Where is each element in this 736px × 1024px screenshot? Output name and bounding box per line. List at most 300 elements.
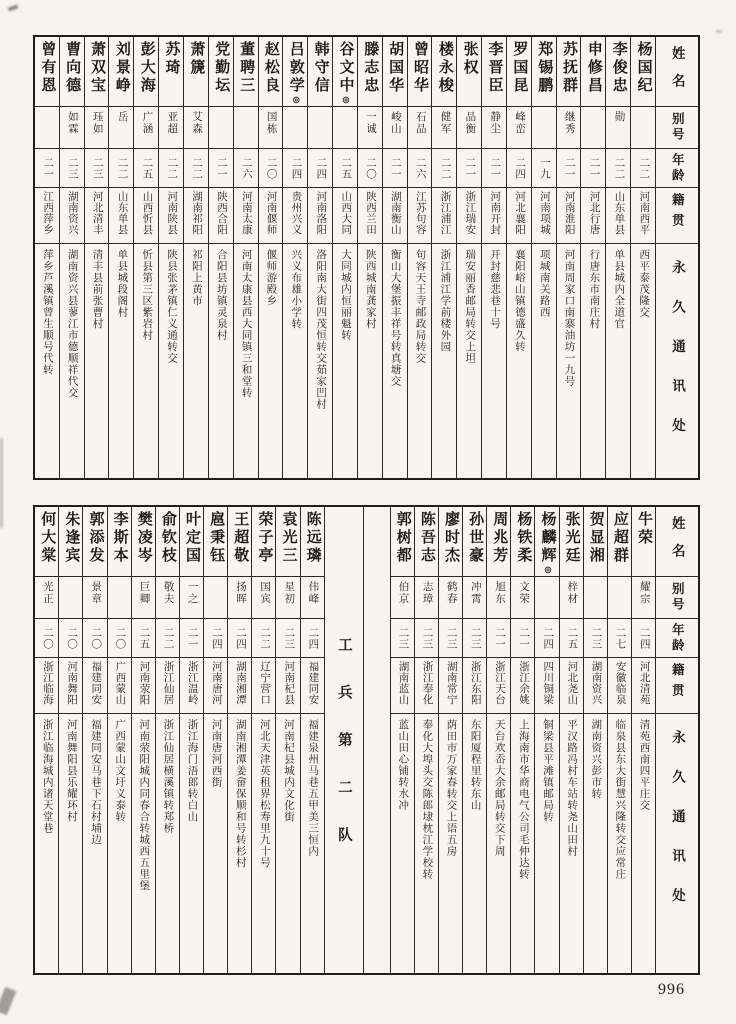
entry-origin — [631, 188, 655, 244]
entry-age — [204, 619, 227, 658]
entry-age — [283, 149, 307, 188]
entry-alias — [632, 577, 655, 619]
entry-age-text: 二三 — [469, 626, 481, 650]
header-age — [656, 619, 698, 658]
entry-name-text: 杨铁柔 — [515, 511, 532, 565]
entry-address — [631, 244, 655, 478]
header-origin-label: 籍贯 — [670, 193, 685, 234]
entry-origin-text: 河南项城 — [538, 191, 550, 235]
entry-age — [560, 619, 583, 658]
entry-age-text: 二五 — [141, 156, 153, 180]
entry-age-text: 二二 — [116, 156, 128, 180]
entry-origin — [439, 658, 462, 714]
entry-name-text: 彭大海 — [138, 41, 155, 95]
entry-origin-text: 河南陕县 — [166, 191, 178, 235]
entry-address — [535, 714, 558, 973]
entry-age-text: 二一 — [588, 156, 600, 180]
entry-age — [358, 149, 382, 188]
entry-address — [252, 714, 275, 973]
entry-origin-text: 河南荥阳 — [138, 661, 150, 705]
entry-age-text: 二〇 — [66, 626, 78, 650]
entry-age-text: 二四 — [315, 156, 327, 180]
entry-origin — [606, 188, 630, 244]
entry-alias-text: 冲霄 — [469, 581, 481, 605]
bottom-table — [33, 505, 700, 975]
entry-alias — [184, 107, 208, 149]
entry-name — [59, 507, 82, 577]
entry-alias-text: 峻山 — [389, 111, 401, 135]
entry-origin-text: 湖南祁阳 — [191, 191, 203, 235]
entry-origin-text: 湖南衡山 — [389, 191, 401, 235]
entry-name — [482, 37, 506, 107]
entry-alias — [209, 107, 233, 149]
header-name-label: 姓名 — [669, 46, 685, 101]
entry-address-text: 上海南市华商电气公司毛仲达转 — [517, 719, 529, 880]
blank-column — [363, 507, 390, 973]
entry-age-text: 二四 — [542, 626, 554, 650]
blank-column-cell — [364, 507, 390, 973]
entry-name-text: 李斯本 — [111, 511, 128, 565]
entry-address-text: 临泉县东大街慧兴隆转交应常庄 — [614, 719, 626, 880]
entry-address-text: 河南荥阳城内同春合转城西五里堡 — [138, 719, 150, 892]
entry-column — [506, 37, 531, 478]
entry-name-text: 吕敦学◎ — [287, 41, 304, 104]
entry-alias — [358, 107, 382, 149]
entry-address — [408, 244, 432, 478]
entry-alias-text: 耀宗 — [638, 581, 650, 605]
entry-origin-text: 广西蒙山 — [114, 661, 126, 705]
entry-name — [204, 507, 227, 577]
entry-name — [301, 507, 324, 577]
annotation-mark: ◎ — [543, 565, 553, 574]
entry-name — [535, 507, 558, 577]
entry-origin-text: 河北清苑 — [638, 661, 650, 705]
entry-column — [300, 507, 324, 973]
entry-alias-text: 扬晖 — [234, 581, 246, 605]
entry-origin — [482, 188, 506, 244]
header-column — [655, 507, 698, 973]
entry-column — [203, 507, 227, 973]
entry-address-text: 句容天王寺邮政局转交 — [414, 249, 426, 364]
entry-name-text: 赵松良 — [262, 41, 279, 95]
entry-age-text: 二三 — [590, 626, 602, 650]
entry-age-text: 二四 — [290, 156, 302, 180]
entry-age — [383, 149, 407, 188]
entry-age-text: 二二 — [613, 156, 625, 180]
entry-alias-text: 亚超 — [166, 111, 178, 135]
entry-address-text: 襄阳峪山镇德盛久转 — [513, 249, 525, 353]
entry-name — [259, 37, 283, 107]
entry-name-text: 牛荣 — [635, 511, 652, 547]
entry-name — [606, 37, 630, 107]
entry-address-text: 天台欢岙大余邮局转交下周 — [493, 719, 505, 857]
entry-origin-text: 浙江余姚 — [518, 661, 530, 705]
entry-age-text: 二二 — [191, 156, 203, 180]
entry-address — [134, 244, 158, 478]
header-origin — [656, 658, 698, 714]
entry-origin — [60, 188, 84, 244]
entry-alias-text: 石品 — [414, 111, 426, 135]
entry-origin — [432, 188, 456, 244]
entry-address-text: 项城南关路西 — [538, 249, 550, 318]
entry-name — [507, 37, 531, 107]
entry-alias — [457, 107, 481, 149]
header-alias-label: 别号 — [670, 112, 685, 143]
entry-age-text: 二三 — [445, 626, 457, 650]
entry-column — [107, 507, 131, 973]
entry-column — [605, 37, 630, 478]
entry-age — [606, 149, 630, 188]
entry-alias — [408, 107, 432, 149]
entry-origin-text: 山东单县 — [116, 191, 128, 235]
entry-alias-text: 一诚 — [365, 111, 377, 135]
section-divider — [324, 507, 363, 973]
entry-alias-text: 峰峦 — [514, 111, 526, 135]
entry-name-text: 申修昌 — [585, 41, 602, 95]
entry-column — [438, 507, 462, 973]
entry-origin-text: 江西萍乡 — [42, 191, 54, 235]
entry-address — [432, 244, 456, 478]
entry-origin — [408, 188, 432, 244]
entry-age — [482, 149, 506, 188]
entry-address-text: 开封慈悲巷十号 — [489, 249, 501, 330]
entry-origin-text: 福建同安 — [307, 661, 319, 705]
entry-origin-text: 湖南资兴 — [590, 661, 602, 705]
entry-name-text: 苏琦 — [163, 41, 180, 77]
entry-age — [632, 619, 655, 658]
entry-name-text: 张权 — [461, 41, 478, 77]
entry-address — [632, 714, 655, 973]
entry-age-text: 二一 — [489, 156, 501, 180]
entry-origin — [301, 658, 324, 714]
entry-name-text: 刘景峥 — [113, 41, 130, 95]
entry-origin-text: 陕西兰田 — [365, 191, 377, 235]
entry-origin-text: 河南太康 — [240, 191, 252, 235]
entry-column — [414, 507, 438, 973]
entry-name — [608, 507, 631, 577]
entry-origin — [156, 658, 179, 714]
entry-age — [134, 149, 158, 188]
entry-age — [608, 619, 631, 658]
entry-origin-text: 河北行唐 — [588, 191, 600, 235]
entry-column — [58, 507, 82, 973]
entry-origin — [511, 658, 534, 714]
entry-age — [535, 619, 558, 658]
entry-name-text: 杨国纪 — [635, 41, 652, 95]
entry-age-text: 二一 — [518, 626, 530, 650]
entry-column — [382, 37, 407, 478]
entry-alias-text: 广涵 — [141, 111, 153, 135]
entry-name-text: 曾有恩 — [39, 41, 56, 95]
entry-alias — [463, 577, 486, 619]
entry-name — [584, 507, 607, 577]
header-name — [656, 37, 698, 107]
header-alias-label: 别号 — [670, 582, 685, 613]
entry-name-text: 曹向德 — [64, 41, 81, 95]
header-address — [656, 714, 698, 973]
entry-origin-text: 辽宁营口 — [259, 661, 271, 705]
entry-address — [184, 244, 208, 478]
entry-column — [630, 37, 655, 478]
entry-age — [301, 619, 324, 658]
entry-address — [259, 244, 283, 478]
entry-origin-text: 四川铜梁 — [542, 661, 554, 705]
entry-age — [511, 619, 534, 658]
entry-alias-text: 敬夫 — [162, 581, 174, 605]
entry-name-text: 郑锡鹏 — [536, 41, 553, 95]
entry-address — [59, 714, 82, 973]
entry-origin-text: 河北尧山 — [566, 661, 578, 705]
entry-alias — [333, 107, 357, 149]
entry-age — [132, 619, 155, 658]
entry-origin — [259, 188, 283, 244]
entry-age-text: 二五 — [566, 626, 578, 650]
entry-address-text: 偃师游殿乡 — [265, 249, 277, 307]
entry-column — [456, 37, 481, 478]
entry-age — [184, 149, 208, 188]
entry-age-text: 二三 — [66, 156, 78, 180]
entry-origin-text: 浙江天台 — [493, 661, 505, 705]
entry-address-text: 单县城内全道官 — [613, 249, 625, 330]
entry-name — [283, 37, 307, 107]
entry-origin-text: 河南西平 — [638, 191, 650, 235]
entry-column — [35, 507, 58, 973]
entry-age-text: 二〇 — [265, 156, 277, 180]
entry-age — [584, 619, 607, 658]
entry-column — [390, 507, 414, 973]
header-origin-label: 籍贯 — [670, 663, 685, 704]
entry-column — [108, 37, 133, 478]
entry-age-text: 二〇 — [114, 626, 126, 650]
entry-alias — [532, 107, 556, 149]
entry-origin-text: 江苏句容 — [414, 191, 426, 235]
entry-alias — [35, 107, 59, 149]
entry-address — [415, 714, 438, 973]
entry-alias-text: 伟峰 — [307, 581, 319, 605]
entry-age — [209, 149, 233, 188]
entry-name-text: 贺显湘 — [587, 511, 604, 565]
entry-origin-text: 浙江临海 — [41, 661, 53, 705]
entry-address-text: 萍乡芦溪镇曾生顺号代转 — [41, 249, 53, 376]
entry-alias — [109, 107, 133, 149]
entry-name — [632, 507, 655, 577]
entry-alias-text: 星初 — [283, 581, 295, 605]
entry-age-text: 二二 — [162, 626, 174, 650]
entry-origin-text: 浙江温岭 — [186, 661, 198, 705]
entry-alias — [487, 577, 510, 619]
entry-name-text: 杨麟辉◎ — [539, 511, 556, 574]
entry-age-text: 一九 — [538, 156, 550, 180]
entry-name — [180, 507, 203, 577]
entry-origin-text: 河北清丰 — [91, 191, 103, 235]
entry-name — [532, 37, 556, 107]
entry-address — [511, 714, 534, 973]
entry-address — [457, 244, 481, 478]
entry-address — [156, 714, 179, 973]
entry-address — [557, 244, 581, 478]
entry-origin — [209, 188, 233, 244]
entry-address — [60, 244, 84, 478]
entry-age-text: 二〇 — [365, 156, 377, 180]
entry-alias — [391, 577, 414, 619]
entry-name — [159, 37, 183, 107]
entry-origin — [283, 188, 307, 244]
entry-age — [180, 619, 203, 658]
section-divider-cell — [325, 507, 363, 973]
entry-address — [308, 244, 332, 478]
entry-age-text: 二一 — [464, 156, 476, 180]
entry-alias — [581, 107, 605, 149]
entry-origin — [557, 188, 581, 244]
entry-name — [108, 507, 131, 577]
entry-name-text: 袁光三 — [280, 511, 297, 565]
entry-alias — [283, 107, 307, 149]
entry-address — [180, 714, 203, 973]
entry-name — [132, 507, 155, 577]
entry-address-text: 湖南湘潭姜畲保顺和号转杉村 — [234, 719, 246, 869]
entry-column — [59, 37, 84, 478]
entry-name-text: 樊凌岑 — [135, 511, 152, 565]
entry-name — [60, 37, 84, 107]
entry-origin — [35, 188, 59, 244]
entry-origin — [632, 658, 655, 714]
entry-age — [457, 149, 481, 188]
entry-address — [391, 714, 414, 973]
entry-age-text: 二一 — [42, 156, 54, 180]
entry-column — [631, 507, 655, 973]
entry-column — [462, 507, 486, 973]
entry-age-text: 二一 — [563, 156, 575, 180]
entry-age — [391, 619, 414, 658]
entry-origin-text: 湖南蓝山 — [397, 661, 409, 705]
entry-column — [481, 37, 506, 478]
entry-alias — [439, 577, 462, 619]
header-origin — [656, 188, 698, 244]
entry-name — [432, 37, 456, 107]
entry-age — [415, 619, 438, 658]
entry-alias — [134, 107, 158, 149]
entry-origin — [608, 658, 631, 714]
entry-address — [482, 244, 506, 478]
entry-address — [608, 714, 631, 973]
entry-age-text: 二四 — [307, 626, 319, 650]
entry-alias — [511, 577, 534, 619]
entry-origin — [204, 658, 227, 714]
entry-age — [109, 149, 133, 188]
entry-origin — [134, 188, 158, 244]
entry-name-text: 董聘三 — [238, 41, 255, 95]
entry-age — [439, 619, 462, 658]
entry-age-text: 二〇 — [90, 626, 102, 650]
entry-age — [83, 619, 106, 658]
entry-address-text: 浙江仙居横溪镇转郑桥 — [162, 719, 174, 834]
entry-column — [155, 507, 179, 973]
entry-alias — [276, 577, 299, 619]
entry-column — [158, 37, 183, 478]
entry-age-text: 二二 — [439, 156, 451, 180]
entry-origin-text: 浙江浦江 — [439, 191, 451, 235]
entry-address-text: 祁阳上黄市 — [190, 249, 202, 307]
entry-address-text: 瑞安丽香邮局转交上坦 — [464, 249, 476, 364]
entry-address-text: 衡山大堡振丰祥号转真塘交 — [389, 249, 401, 387]
entry-address — [204, 714, 227, 973]
entry-age-text: 二一 — [493, 626, 505, 650]
entry-column — [580, 37, 605, 478]
entry-origin-text: 陕西合阳 — [215, 191, 227, 235]
entry-address-text: 奉化大埠头交陈郎埭枕江学校转 — [421, 719, 433, 880]
entry-origin — [415, 658, 438, 714]
entry-alias — [83, 577, 106, 619]
entry-address-text: 合阳县坊镇灵泉村 — [215, 249, 227, 341]
entry-column — [510, 507, 534, 973]
entry-origin — [333, 188, 357, 244]
entry-alias — [204, 577, 227, 619]
entry-column — [559, 507, 583, 973]
entry-alias-text: 景章 — [90, 581, 102, 605]
entry-address — [85, 244, 109, 478]
entry-column — [227, 507, 251, 973]
entry-alias — [606, 107, 630, 149]
entry-address — [581, 244, 605, 478]
entry-origin-text: 河南杞县 — [283, 661, 295, 705]
entry-alias-text: 志璋 — [421, 581, 433, 605]
entry-origin — [535, 658, 558, 714]
entry-origin-text: 浙江奉化 — [421, 661, 433, 705]
entry-alias — [415, 577, 438, 619]
entry-age — [463, 619, 486, 658]
entry-address — [209, 244, 233, 478]
entry-age-text: 二四 — [514, 156, 526, 180]
entry-alias — [631, 107, 655, 149]
entry-age-text: 二五 — [340, 156, 352, 180]
entry-origin-text: 山西大同 — [340, 191, 352, 235]
entry-address — [584, 714, 607, 973]
entry-name-text: 荣子亭 — [256, 511, 273, 565]
entry-age-text: 二七 — [614, 626, 626, 650]
entry-address-text: 福建泉州马巷五甲美三恒内 — [307, 719, 319, 857]
entry-name-text: 胡国华 — [387, 41, 404, 95]
entry-address-text: 大同城内恒丽魁转 — [339, 249, 351, 341]
entry-address-text: 福建同安马巷下石村埔边 — [89, 719, 101, 846]
entry-alias-text: 勋 — [613, 111, 625, 123]
entry-age — [308, 149, 332, 188]
header-address-label: 永久通讯处 — [670, 260, 685, 458]
entry-address — [109, 244, 133, 478]
entry-age — [581, 149, 605, 188]
entry-origin-text: 浙江仙居 — [162, 661, 174, 705]
entry-address-text: 蓝山田心铺转水冲 — [397, 719, 409, 811]
entry-origin-text: 河北襄阳 — [514, 191, 526, 235]
entry-origin — [463, 658, 486, 714]
header-column — [655, 37, 698, 478]
entry-age-text: 二六 — [240, 156, 252, 180]
entry-alias-text: 健军 — [439, 111, 451, 135]
entry-name — [333, 37, 357, 107]
entry-address — [132, 714, 155, 973]
entry-alias — [432, 107, 456, 149]
entry-name-text: 王超敬 — [232, 511, 249, 565]
header-alias — [656, 107, 698, 149]
entry-name — [35, 507, 58, 577]
entry-alias-text: 文荣 — [518, 581, 530, 605]
entry-name — [35, 37, 59, 107]
entry-age — [159, 149, 183, 188]
entry-address — [439, 714, 462, 973]
entry-name-text: 应超群 — [611, 511, 628, 565]
entry-origin-text: 浙江瑞安 — [464, 191, 476, 235]
header-name — [656, 507, 698, 577]
entry-age-text: 二二 — [166, 156, 178, 180]
